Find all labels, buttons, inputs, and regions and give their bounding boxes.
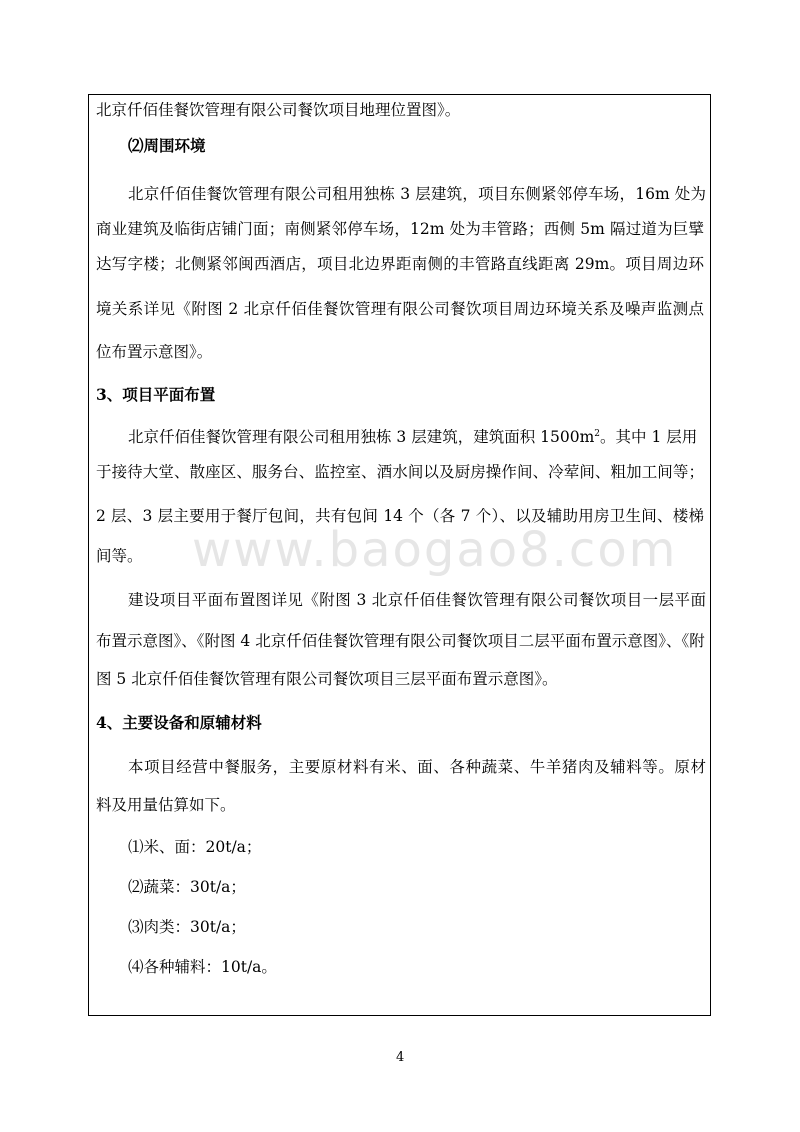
- text-line: 间等。: [96, 547, 143, 565]
- text-line: [128, 427, 697, 447]
- watermark: www.baogao8.com: [192, 522, 678, 578]
- section-heading-layout: 3、项目平面布置: [96, 385, 216, 404]
- list-item: ⑶肉类：30t/a；: [128, 918, 246, 936]
- text-line: 布置示意图》、《附图 4 北京仟佰佳餐饮管理有限公司餐饮项目二层平面布置示意图》、《附: [96, 632, 705, 650]
- text-line: 位布置示意图》。: [96, 343, 213, 361]
- text-line: 商业建筑及临街店铺门面；南侧紧邻停车场，12m 处为丰管路；西侧 5m 隔过道为巨擘: [96, 220, 704, 238]
- list-item: ⑴米、面：20t/a；: [128, 838, 262, 856]
- text-line: 北京仟佰佳餐饮管理有限公司餐饮项目地理位置图》。: [96, 101, 461, 119]
- superscript: 2: [594, 428, 601, 439]
- text-line: 建设项目平面布置图详见《附图 3 北京仟佰佳餐饮管理有限公司餐饮项目一层平面: [128, 591, 706, 609]
- subheading-surroundings: ⑵周围环境: [128, 136, 206, 155]
- list-item: ⑵蔬菜：30t/a；: [128, 878, 246, 896]
- text-line: 于接待大堂、散座区、服务台、监控室、酒水间以及厨房操作间、冷荤间、粗加工间等；: [96, 463, 704, 481]
- text-line: 图 5 北京仟佰佳餐饮管理有限公司餐饮项目三层平面布置示意图》。: [96, 670, 558, 688]
- text-span: 北京仟佰佳餐饮管理有限公司租用独栋 3 层建筑，建筑面积 1500m: [128, 428, 595, 446]
- section-heading-materials: 4、主要设备和原辅材料: [96, 713, 262, 732]
- text-line: 北京仟佰佳餐饮管理有限公司租用独栋 3 层建筑，项目东侧紧邻停车场，16m 处为: [128, 185, 706, 203]
- text-line: 本项目经营中餐服务，主要原材料有米、面、各种蔬菜、牛羊猪肉及辅料等。原材: [128, 758, 706, 776]
- text-span: 。其中 1 层用: [600, 428, 698, 446]
- text-line: 境关系详见《附图 2 北京仟佰佳餐饮管理有限公司餐饮项目周边环境关系及噪声监测点: [96, 300, 704, 318]
- list-item: ⑷各种辅料：10t/a。: [128, 958, 277, 976]
- page-number: 4: [396, 1050, 405, 1065]
- text-line: 2 层、3 层主要用于餐厅包间，共有包间 14 个（各 7 个）、以及辅助用房卫生间、楼梯: [96, 507, 704, 525]
- text-line: 达写字楼；北侧紧邻闽西酒店，项目北边界距南侧的丰管路直线距离 29m。项目周边环: [96, 255, 704, 273]
- text-line: 料及用量估算如下。: [96, 796, 236, 814]
